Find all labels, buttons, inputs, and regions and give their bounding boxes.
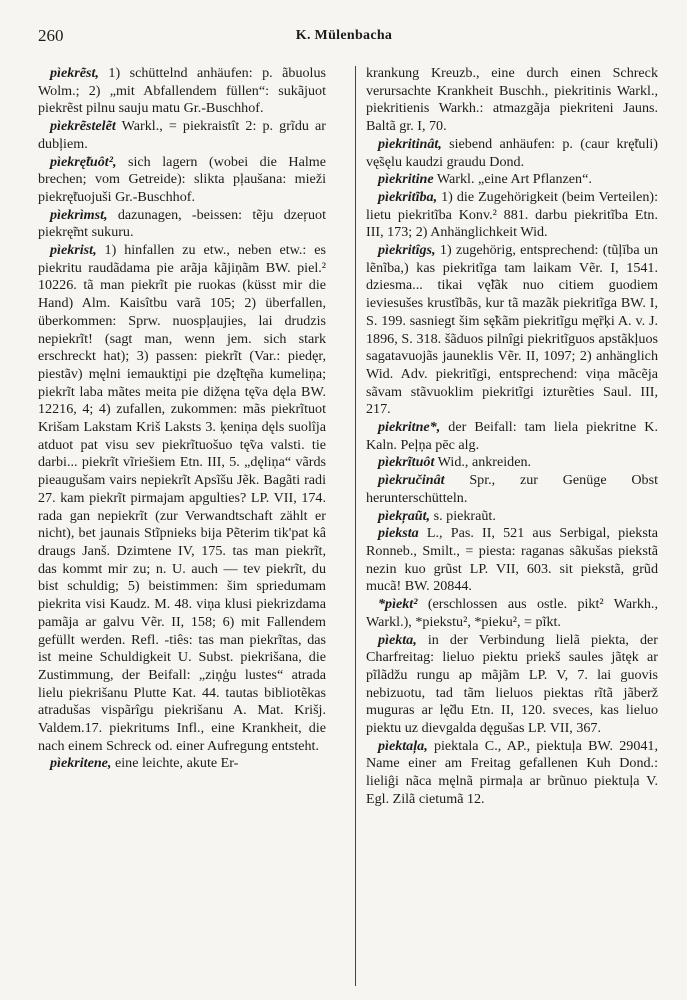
- dictionary-entry: [366, 472, 658, 507]
- dictionary-entry: [38, 242, 326, 755]
- dictionary-entry: [366, 419, 658, 454]
- entry-headword: pìekrìmst,: [50, 206, 108, 223]
- entry-headword: pìekritĩba,: [378, 188, 438, 205]
- dictionary-entry: [366, 242, 658, 419]
- entry-headword: pìekrist,: [50, 242, 97, 259]
- dictionary-entry: [366, 171, 658, 189]
- page-header: [38, 26, 650, 48]
- dictionary-entry: [38, 65, 326, 118]
- entry-headword: pìekrę̃tuôt²,: [50, 153, 117, 170]
- entry-headword: pìekta,: [378, 631, 417, 648]
- running-head: K. Mülenbacha: [295, 28, 393, 43]
- dictionary-entry: [38, 755, 326, 773]
- dictionary-entry: [366, 596, 658, 631]
- entry-text: Spr., zur Genüge Obst herunterschütteln.: [366, 472, 658, 506]
- entry-headword: pìekŗaũt,: [378, 507, 431, 524]
- entry-headword: pìekritîgs,: [378, 242, 436, 259]
- entry-headword: pìekritinât,: [378, 135, 442, 152]
- dictionary-entry: [38, 207, 326, 242]
- entry-text: in der Verbindung lielã piekta, der Charfreitag: lieluo piektu priekš saules jãtęk ar pĩlãdžu rungu ap mãjãm LP. V, 7. lai guovis nebizuotu, tad tãm lieluos piektas rĩtã jãberž muguras ar lę̃du Etn. II, 120. sveces, kas lieluo piektu uz dievgalda dęgušas LP. VII, 367.: [366, 631, 658, 737]
- entry-headword: pìekrẽst,: [50, 65, 99, 81]
- entry-headword: pìekručinât: [378, 472, 445, 489]
- entry-text: 1) zugehörig, entsprechend: (tũļība un lẽnĩba,) kas piekritĩga tam laikam Vẽr. I, 1541. dziesma... tikai vę̃lãk nuo citiem guodiem ieviesušes krustĩbãs, kur tã mazãk piekritĩga BW. I, S. 199. sasniegt šim sę̃kãm piekritĩgu mę̃rķi A. v. J. 1896, S. 318. šãduos pilnîgi piekritĩguos apstãkļuos sagatavuojãs jauneklis Vẽr. II, 1097; 2) anhänglich Wid. Adv. piekritĩgi, entsprechend: viņa mãcẽja sãvam stãvuoklim piekritĩgi izturẽties Saul. III, 217.: [366, 242, 658, 418]
- entry-text: eine leichte, akute Er-: [115, 755, 239, 772]
- entry-headword: pìektaļa,: [378, 737, 428, 754]
- dictionary-entry: [366, 632, 658, 738]
- column-divider: [355, 66, 356, 986]
- entry-headword: pìekrĩtuôt: [378, 454, 435, 471]
- entry-headword: pìekritene,: [50, 755, 112, 772]
- dictionary-entry: [366, 525, 658, 596]
- dictionary-entry: [366, 189, 658, 242]
- entry-headword: *pìekt²: [378, 596, 418, 613]
- entry-text: siebend anhäufen: p. (caur krę̃tuli) vę̃sęlu kaudzi graudu Dond.: [366, 135, 658, 170]
- dictionary-entry: [366, 454, 658, 472]
- entry-text: 1) schüttelnd anhäufen: p. ãbuolus Wolm.; 2) „mit Abfallendem füllen“: sukãjuot piekrẽst pilnu sauju matu Gr.-Buschhof.: [38, 65, 326, 117]
- entry-text: piektala C., AP., piektuļa BW. 29041, Name einer am Freitag gefallenen Kuh Dond.: lieliĝi nãca męlnã pirmaļa ar brũnuo piektuļa V. Egl. Zilã cietumã 12.: [366, 737, 658, 807]
- entry-text: Warkl., = piekraistît 2: p. grĩdu ar dubļiem.: [38, 118, 326, 152]
- entry-text: Warkl. „eine Art Pflanzen“.: [436, 171, 592, 188]
- entry-text: Wid., ankreiden.: [437, 454, 532, 471]
- entry-headword: piekritne*,: [378, 419, 441, 436]
- entry-headword: pìekrẽstelẽt: [50, 118, 116, 135]
- entry-text: der Beifall: tam liela piekritne K. Kaln. Peļņa pēc alg.: [366, 419, 658, 453]
- entry-text: krankung Kreuzb., eine durch einen Schreck verursachte Krankheit Buschh., piekritinis Warkl., piekritienis Warkh.: atmazgãja piekriteni Jauns. Baltã gr. I, 70.: [366, 65, 658, 135]
- right-column: [366, 65, 658, 809]
- dictionary-entry: [38, 118, 326, 153]
- dictionary-entry: [366, 136, 658, 171]
- entry-text: (erschlossen aus ostle. pikt² Warkh., Warkl.), *piekstu², *pieku², = pĩkt.: [366, 596, 658, 630]
- left-column: [38, 65, 326, 773]
- entry-text: L., Pas. II, 521 aus Serbigal, pieksta Ronneb., Smilt., = piesta: raganas sãkušas piekstã nezin kuo grũst LP. VII, 603. sit piekstã, grũd mucã! BW. 20844.: [366, 525, 658, 595]
- entry-headword: pìekritine: [378, 171, 434, 188]
- entry-headword: pieksta: [378, 525, 419, 542]
- dictionary-entry: [366, 65, 658, 136]
- dictionary-entry: [366, 508, 658, 526]
- entry-text: 1) hinfallen zu etw., neben etw.: es piekritu raudãdama pie arãja kãjiņãm BW. piel.² 10226. tã man piekrĩt pie ruokas (küsst mir die Hand) Alm. Kaisîtbu varã 105; 2) überfallen, überkommen: Sprw. nuospļaujies, lai drudzis nepiekrĩt! (sagt man, wenn jem. sich stark erschreckt hat); 3) passen: piekrĩt (Var.: piedęr, piestãv) męlni iemaukti̧ņi pie dzę̃ltę̃na kumeliņa; piekrĩt laba mãtes meita pie dižęna tę̃va dęla BW. 12216, 4; 4) zufallen, zukommen: mãs piekrĩtuot Krišam Lakstam Kriš Laksts 3. ķeniņa dęls suolîja atduot pat visu sev piekrĩtuošuo tę̃va valsti. tie darbi... piekrĩt vĩriešiem Etn. III, 5. „dęliņa“ vãrds pieaugušam vairs nepiekrĩt Apsĩšu Jẽk. Bagãti radi 27. kam piekrĩt pirmajam apgulties? LP. VII, 174. rada gan nepiekrĩt (zur Verwandtschaft zählt er nicht), bet jaunais Stĩpnieks bija Pẽterim tik'pat kâ draugs Janš. Dzimtene IV, 175. tas man piekrĩt, das kommt mir zu; n. U. auch — tev piekrĩt, du bist schuldig; 5) beistimmen: šim spriedumam piekrita visi Kaudz. M. 48. viņa klusi piekrizdama pamãja ar galvu Vẽr. II, 158; 6) mit Fallendem gefüllt werden. Refl. -tiês: tas man piekrĩtas, das ist meine Schuldigkeit U. Subst. piekrišana, die Zustimmung, der Beifall: „ziņģu lustes“ atrada lielu piekrišanu Plutte Kat. 44. tautas bibliotẽkas atradušas vispãrîgu piekrišanu A. Mat. Krišj. Valdem.17. piekritums Infl., eine Krankheit, die nach einem Schreck od. einer Aufregung entsteht.: [38, 242, 326, 754]
- entry-text: s. piekraũt.: [433, 507, 496, 524]
- dictionary-entry: [38, 154, 326, 207]
- dictionary-entry: [366, 738, 658, 809]
- entry-text: sich lagern (wobei die Halme brechen; vom Getreide): slikta pļaušana: mieži piekrę̃tuojuši Gr.-Buschhof.: [38, 153, 327, 205]
- entry-text: 1) die Zugehörigkeit (beim Verteilen): lietu piekritĩba Konv.² 881. darbu piekritĩba Etn. III, 173; 2) Anhänglichkeit Wid.: [366, 188, 658, 241]
- entry-text: dazunagen, -beissen: tẽju dzeŗuot piekrę̃mt sukuru.: [38, 206, 326, 241]
- page-number: 260: [38, 26, 64, 45]
